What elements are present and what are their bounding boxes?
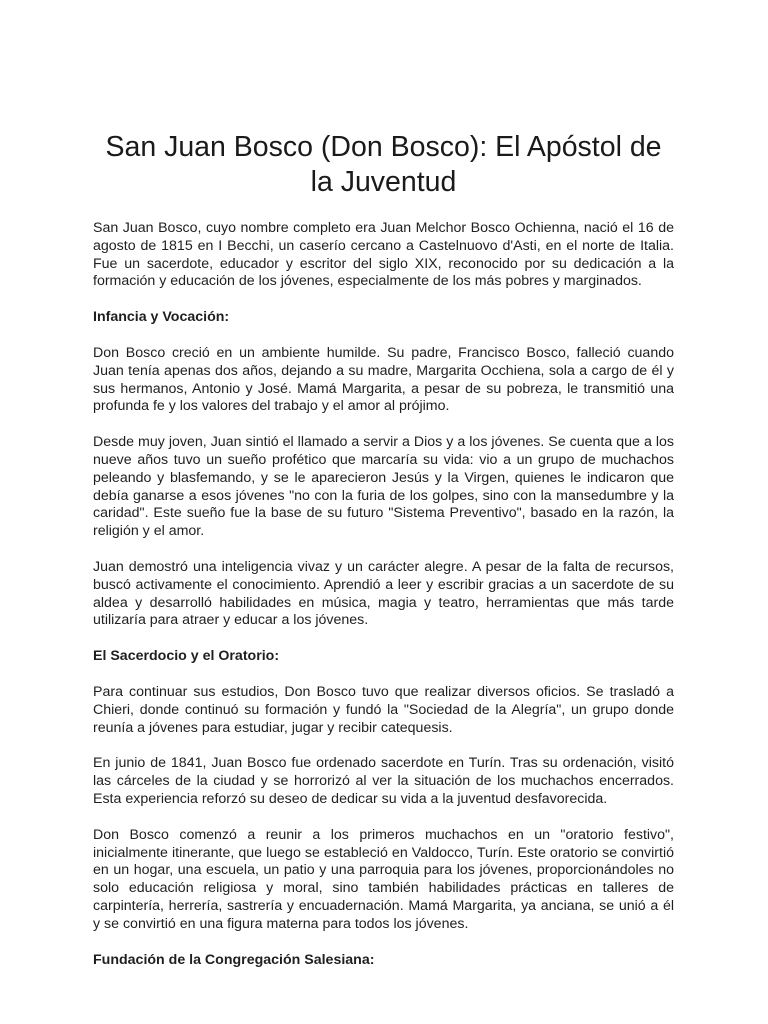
paragraph: Don Bosco creció en un ambiente humilde. Su padre, Francisco Bosco, falleció cuando Juan tenía apenas dos años, dejando a su madre, Margarita Occhiena, sola a cargo de él y sus hermanos, Antonio y José. Mamá Margarita, a pesar de su pobreza, le transmitió una profunda fe y los valores del trabajo y el amor al prójimo.	[93, 344, 674, 415]
intro-paragraph: San Juan Bosco, cuyo nombre completo era Juan Melchor Bosco Ochienna, nació el 16 de agosto de 1815 en I Becchi, un caserío cercano a Castelnuovo d'Asti, en el norte de Italia. Fue un sacerdote, educador y escritor del siglo XIX, reconocido por su dedicación a la formación y educación de los jóvenes, especialmente de los más pobres y marginados.	[93, 220, 674, 290]
document-title: San Juan Bosco (Don Bosco): El Apóstol de la Juventud	[105, 131, 662, 198]
section-heading-sacerdocio: El Sacerdocio y el Oratorio:	[93, 648, 280, 665]
paragraph: En junio de 1841, Juan Bosco fue ordenado sacerdote en Turín. Tras su ordenación, visitó las cárceles de la ciudad y se horrorizó al ver la situación de los muchachos encerrados. Esta experiencia reforzó su deseo de dedicar su vida a la juventud desfavorecida.	[93, 755, 674, 807]
section-heading-fundacion: Fundación de la Congregación Salesiana:	[93, 951, 375, 968]
paragraph: Juan demostró una inteligencia vivaz y un carácter alegre. A pesar de la falta de recursos, buscó activamente el conocimiento. Aprendió a leer y escribir gracias a un sacerdote de su aldea y desarrolló habilidades en música, magia y teatro, herramientas que más tarde utilizaría para atraer y educar a los jóvenes.	[93, 558, 674, 629]
paragraph: Para continuar sus estudios, Don Bosco tuvo que realizar diversos oficios. Se trasladó a Chieri, donde continuó su formación y fundó la "Sociedad de la Alegría", un grupo donde reunía a jóvenes para estudiar, jugar y recibir catequesis.	[93, 683, 674, 736]
section-heading-infancia: Infancia y Vocación:	[93, 309, 230, 326]
paragraph: Desde muy joven, Juan sintió el llamado a servir a Dios y a los jóvenes. Se cuenta que a los nueve años tuvo un sueño profético que marcaría su vida: vio a un grupo de muchachos peleando y blasfemando, y se le aparecieron Jesús y la Virgen, quienes le indicaron que debía ganarse a esos jóvenes "no con la furia de los golpes, sino con la mansedumbre y la caridad". Este sueño fue la base de su futuro "Sistema Preventivo", basado en la razón, la religión y el amor.	[93, 434, 674, 540]
paragraph: Don Bosco comenzó a reunir a los primeros muchachos en un "oratorio festivo", inicialmente itinerante, que luego se estableció en Valdocco, Turín. Este oratorio se convirtió en un hogar, una escuela, un patio y una parroquia para los jóvenes, proporcionándoles no solo educación religiosa y moral, sino también habilidades prácticas en talleres de carpintería, herrería, sastrería y encuadernación. Mamá Margarita, ya anciana, se unió a él y se convirtió en una figura materna para todos los jóvenes.	[93, 826, 674, 932]
